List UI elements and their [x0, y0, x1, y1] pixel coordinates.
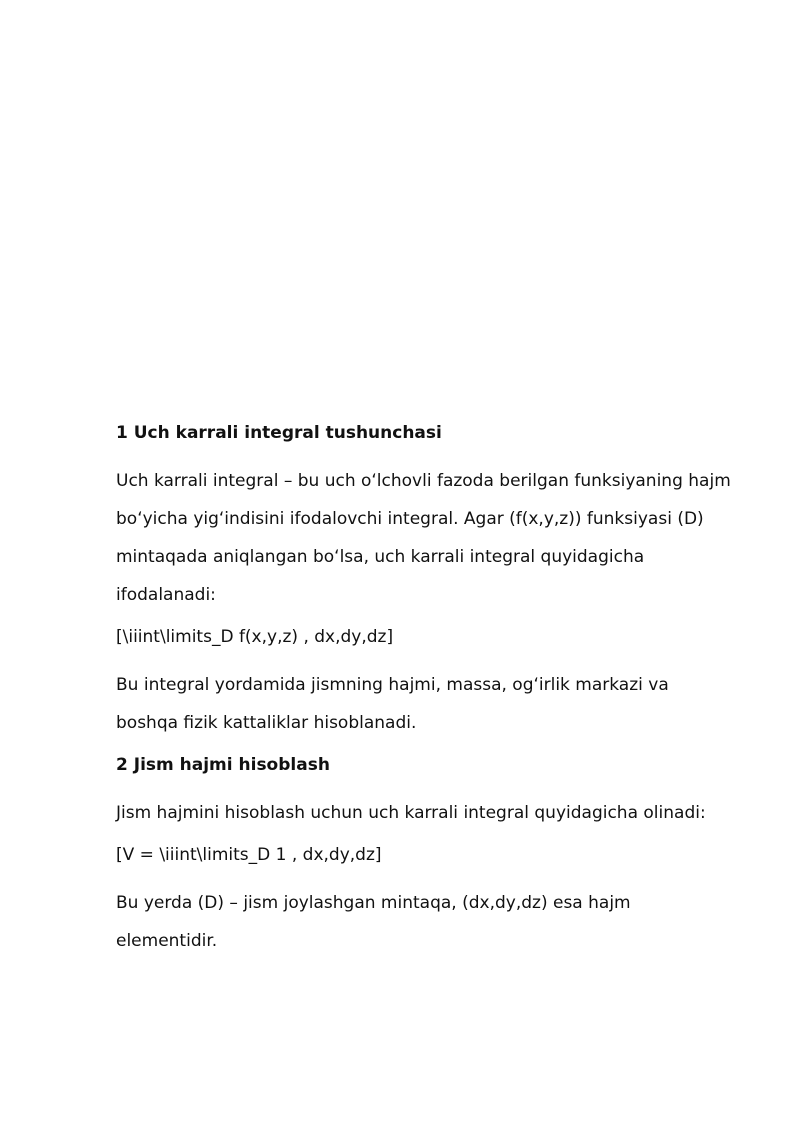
section-2-paragraph-2: Bu yerda (D) – jism joylashgan mintaqa, (dx,dy,dz) esa hajm elementidir. — [116, 893, 631, 951]
section-1-formula: [\iiint\limits_D f(x,y,z) , dx,dy,dz] — [116, 627, 394, 647]
section-1-paragraph-1: Uch karrali integral – bu uch oʻlchovli fazoda berilgan funksiyaning hajm boʻyicha yigʻindisini ifodalovchi integral. Agar (f(x,y,z)) funksiyasi (D) mintaqada aniqlangan boʻlsa, uch karrali integral quyidagicha ifodalanadi: — [116, 471, 731, 605]
document-body — [116, 418, 736, 968]
section-2-paragraph-1: Jism hajmini hisoblash uchun uch karrali integral quyidagicha olinadi: — [116, 803, 706, 823]
section-heading-2: 2 Jism hajmi hisoblash — [116, 755, 330, 775]
section-heading-1: 1 Uch karrali integral tushunchasi — [116, 423, 442, 443]
section-1-paragraph-2: Bu integral yordamida jismning hajmi, massa, ogʻirlik markazi va boshqa fizik kattaliklar hisoblanadi. — [116, 675, 669, 733]
section-2-formula: [V = \iiint\limits_D 1 , dx,dy,dz] — [116, 845, 382, 865]
